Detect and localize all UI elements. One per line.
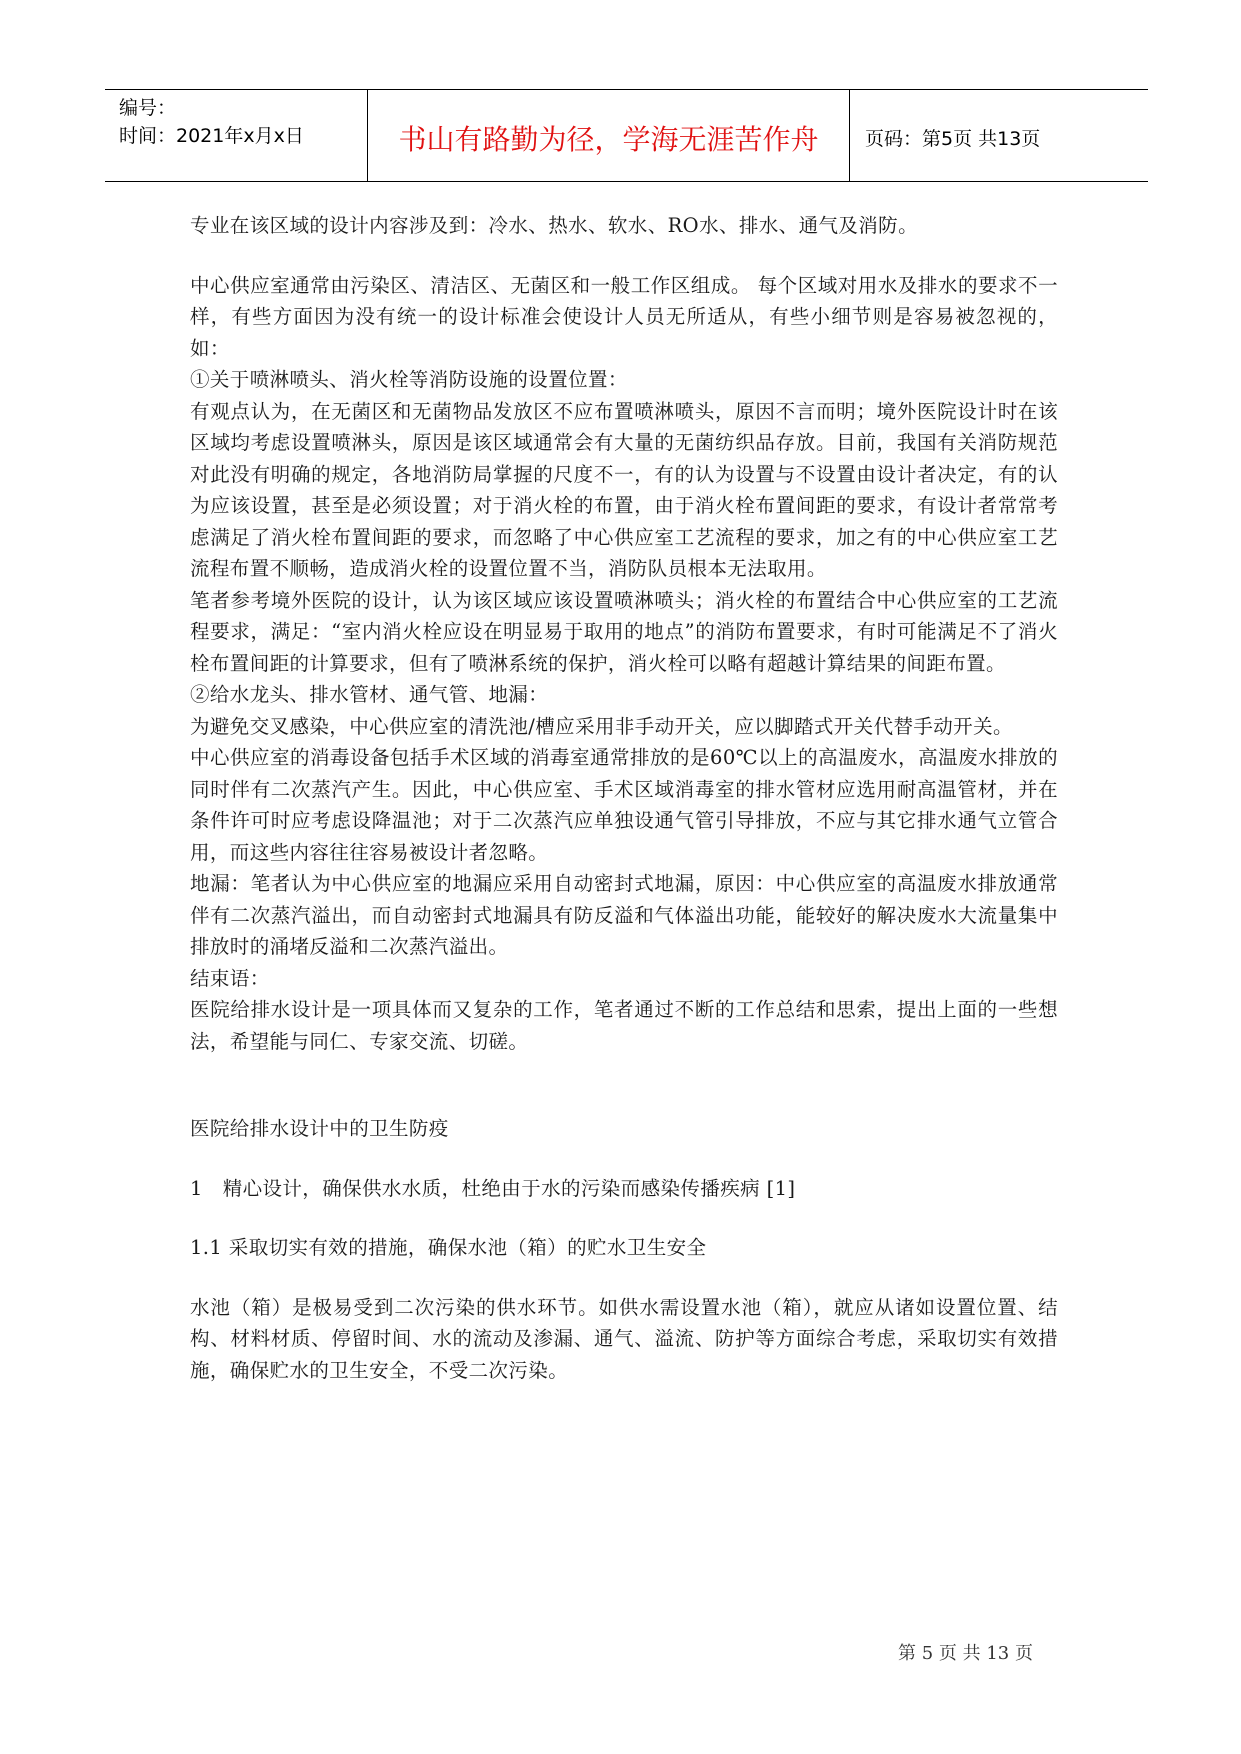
document-body xyxy=(190,210,1058,1386)
document-time-label: 时间：2021年x月x日 xyxy=(119,125,304,147)
page-header xyxy=(105,89,1148,182)
paragraph: 水池（箱）是极易受到二次污染的供水环节。如供水需设置水池（箱），就应从诸如设置位置、结构、材料材质、停留时间、水的流动及渗漏、通气、溢流、防护等方面综合考虑，采取切实有效措施，确保贮水的卫生安全，不受二次污染。 xyxy=(190,1295,1058,1382)
section-heading: 1 精心设计，确保供水水质，杜绝由于水的污染而感染传播疾病 [1] xyxy=(190,1176,796,1200)
header-motto: 书山有路勤为径，学海无涯苦作舟 xyxy=(398,123,819,156)
document-number-label: 编号： xyxy=(119,97,177,119)
section-heading: ①关于喷淋喷头、消火栓等消防设施的设置位置： xyxy=(190,368,628,391)
paragraph: 中心供应室的消毒设备包括手术区域的消毒室通常排放的是60℃以上的高温废水，高温废水排放的同时伴有二次蒸汽产生。因此，中心供应室、手术区域消毒室的排水管材应选用耐高温管材，并在条件许可时应考虑设降温池；对于二次蒸汽应单独设通气管引导排放，不应与其它排水通气立管合用，而这些内容往往容易被设计者忽略。 xyxy=(190,746,1058,864)
page-footer: 第 5 页 共 13 页 xyxy=(898,1643,1033,1664)
paragraph: 地漏：笔者认为中心供应室的地漏应采用自动密封式地漏，原因：中心供应室的高温废水排放通常伴有二次蒸汽溢出，而自动密封式地漏具有防反溢和气体溢出功能，能较好的解决废水大流量集中排放时的涌堵反溢和二次蒸汽溢出。 xyxy=(190,872,1058,958)
header-motto-cell xyxy=(368,90,850,181)
header-meta-cell xyxy=(105,90,368,181)
subsection-heading: 1.1 采取切实有效的措施，确保水池（箱）的贮水卫生安全 xyxy=(190,1236,707,1259)
paragraph: 有观点认为，在无菌区和无菌物品发放区不应布置喷淋喷头，原因不言而明；境外医院设计时在该区域均考虑设置喷淋头，原因是该区域通常会有大量的无菌纺织品存放。目前，我国有关消防规范对此没有明确的规定，各地消防局掌握的尺度不一，有的认为设置与不设置由设计者决定，有的认为应该设置，甚至是必须设置；对于消火栓的布置，由于消火栓布置间距的要求，有设计者常常考虑满足了消火栓布置间距的要求，而忽略了中心供应室工艺流程的要求，加之有的中心供应室工艺流程布置不顺畅，造成消火栓的设置位置不当，消防队员根本无法取用。 xyxy=(190,399,1058,580)
paragraph: 笔者参考境外医院的设计，认为该区域应该设置喷淋喷头；消火栓的布置结合中心供应室的工艺流程要求，满足：“室内消火栓应设在明显易于取用的地点”的消防布置要求，有时可能满足不了消火栓布置间距的计算要求，但有了喷淋系统的保护，消火栓可以略有超越计算结果的间距布置。 xyxy=(190,588,1058,675)
header-page-cell xyxy=(851,90,1148,181)
paragraph: 医院给排水设计是一项具体而又复杂的工作，笔者通过不断的工作总结和思索，提出上面的一些想法，希望能与同仁、专家交流、切磋。 xyxy=(190,998,1058,1053)
paragraph: 专业在该区域的设计内容涉及到：冷水、热水、软水、RO水、排水、通气及消防。 xyxy=(190,214,918,237)
paragraph: 为避免交叉感染，中心供应室的清洗池/槽应采用非手动开关，应以脚踏式开关代替手动开关。 xyxy=(190,714,1013,738)
header-page-info: 页码：第5页 共13页 xyxy=(865,128,1041,150)
article-title: 医院给排水设计中的卫生防疫 xyxy=(190,1117,449,1140)
section-heading: 结束语： xyxy=(190,966,270,990)
paragraph: 中心供应室通常由污染区、清洁区、无菌区和一般工作区组成。 每个区域对用水及排水的要求不一样，有些方面因为没有统一的设计标准会使设计人员无所适从，有些小细节则是容易被忽视的，如： xyxy=(190,273,1058,360)
section-heading: ②给水龙头、排水管材、通气管、地漏： xyxy=(190,683,549,706)
